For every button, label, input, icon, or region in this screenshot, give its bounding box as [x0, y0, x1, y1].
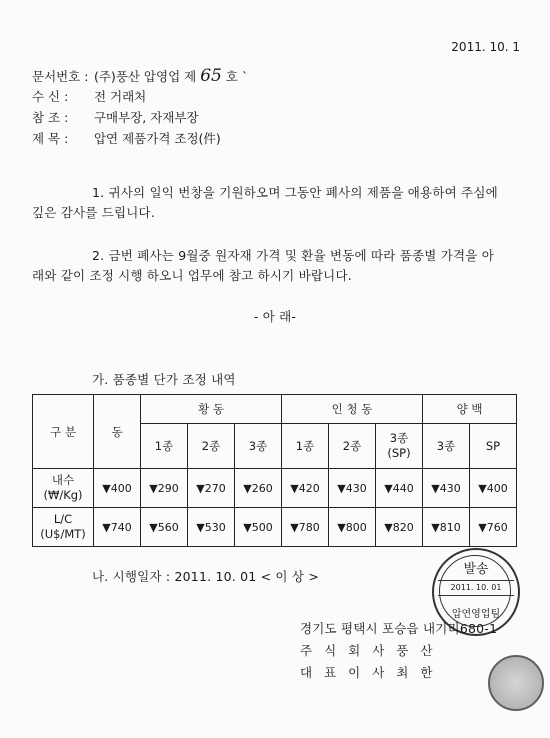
header-gubun: 구 분: [33, 395, 94, 469]
table-cell: ▼530: [188, 508, 235, 547]
subheader-cell: 3종: [423, 424, 470, 469]
stamp-top-text: 발송: [463, 562, 489, 577]
subheader-cell: 2종: [329, 424, 376, 469]
price-adjustment-table: [32, 394, 517, 547]
table-cell: ▼800: [329, 508, 376, 547]
table-cell: ▼440: [376, 469, 423, 508]
company-seal: [488, 655, 544, 711]
paragraph-1-line-2: 깊은 감사를 드립니다.: [32, 205, 155, 220]
table-cell: ▼740: [94, 508, 141, 547]
subject-value: 압연 제품가격 조정(件): [93, 131, 221, 146]
table-cell: ▼400: [470, 469, 517, 508]
subheader-cell: SP: [470, 424, 517, 469]
paragraph-2-line-2: 래와 같이 조정 시행 하오니 업무에 참고 하시기 바랍니다.: [32, 268, 352, 283]
header-hwangdong: 황 동: [141, 395, 282, 424]
document-number-suffix: 호 `: [225, 69, 249, 84]
paragraph-2-line-1: 2. 금번 폐사는 9월중 원자재 가격 및 환율 변동에 따라 품종별 가격을 아: [92, 248, 494, 263]
header-yangbaek: 양 백: [423, 395, 517, 424]
implementation-date: 나. 시행일자 : 2011. 10. 01 < 이 상 >: [92, 569, 319, 584]
recipient-value: 전 거래처: [93, 89, 147, 104]
recipient-label: 수 신 :: [32, 89, 69, 104]
document-date: 2011. 10. 1: [451, 40, 520, 54]
table-cell: ▼500: [235, 508, 282, 547]
table-cell: ▼400: [94, 469, 141, 508]
table-cell: ▼290: [141, 469, 188, 508]
stamp-bottom-text: 압연영업팀: [451, 609, 501, 620]
subheader-cell: 2종: [188, 424, 235, 469]
subheader-cell: 1종: [141, 424, 188, 469]
subject-line: [32, 129, 221, 147]
document-number-value: 65: [200, 66, 222, 86]
reference-value: 구매부장, 자재부장: [93, 110, 199, 125]
table-cell: ▼820: [376, 508, 423, 547]
company-name: 주식회사풍산: [300, 643, 445, 658]
row-label: L/C (U$/MT): [33, 508, 94, 547]
reference-line: [32, 108, 199, 126]
subheader-cell: 3종 (SP): [376, 424, 423, 469]
header-inchungdong: 인 청 동: [282, 395, 423, 424]
subheader-cell: 3종: [235, 424, 282, 469]
stamp-date-band: 2011. 10. 01: [438, 580, 514, 596]
reference-label: 참 조 :: [32, 110, 69, 125]
section-title: 가. 품종별 단가 조정 내역: [92, 372, 236, 387]
table-row: [33, 469, 517, 508]
document-number-prefix: (주)풍산 압영업 제: [93, 69, 197, 84]
table-cell: ▼270: [188, 469, 235, 508]
table-cell: ▼780: [282, 508, 329, 547]
center-mark: - 아 래-: [253, 309, 297, 324]
header-dong: 동: [94, 395, 141, 469]
table-cell: ▼420: [282, 469, 329, 508]
subheader-cell: 1종: [282, 424, 329, 469]
representative-name: 대표이사최한: [300, 665, 445, 680]
table-cell: ▼430: [329, 469, 376, 508]
table-cell: ▼430: [423, 469, 470, 508]
table-cell: ▼810: [423, 508, 470, 547]
recipient-line: [32, 87, 146, 105]
row-label: 내수 (₩/Kg): [33, 469, 94, 508]
paragraph-1-line-1: 1. 귀사의 일익 번창을 기원하오며 그동안 폐사의 제품을 애용하여 주심에: [92, 185, 498, 200]
table-cell: ▼760: [470, 508, 517, 547]
document-number-label: 문서번호 :: [32, 69, 89, 84]
table-cell: ▼560: [141, 508, 188, 547]
table-row: [33, 508, 517, 547]
subject-label: 제 목 :: [32, 131, 69, 146]
document-number-line: [32, 66, 248, 86]
company-address: 경기도 평택시 포승읍 내기리680-1: [300, 621, 498, 636]
table-cell: ▼260: [235, 469, 282, 508]
